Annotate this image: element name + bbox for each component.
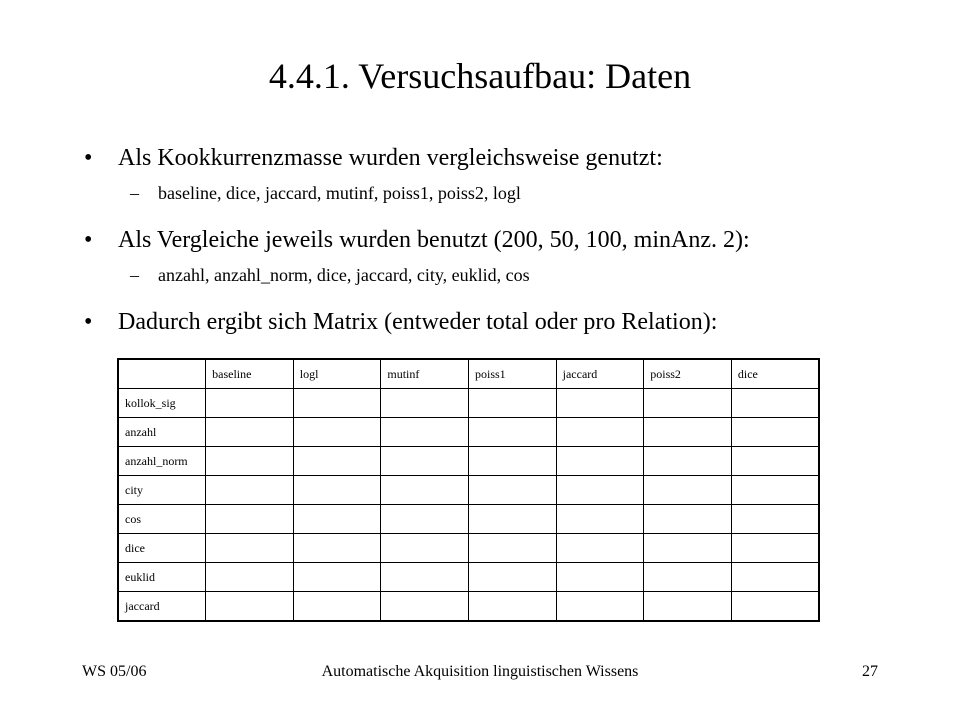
table-cell — [469, 447, 557, 476]
slide-title: 4.4.1. Versuchsaufbau: Daten — [268, 56, 692, 96]
table-cell — [644, 592, 732, 622]
table-cell — [469, 592, 557, 622]
table-cell — [381, 418, 469, 447]
table-row — [118, 418, 819, 447]
table-cell — [644, 563, 732, 592]
table-cell — [206, 418, 294, 447]
row-label: kollok_sig — [118, 389, 206, 418]
table-cell — [469, 389, 557, 418]
table-row — [118, 447, 819, 476]
table-cell — [469, 418, 557, 447]
bullet-icon: • — [84, 309, 93, 335]
row-label: city — [118, 476, 206, 505]
table-row — [118, 505, 819, 534]
table-header-cell: logl — [293, 359, 381, 389]
table-cell — [293, 505, 381, 534]
row-label: anzahl_norm — [118, 447, 206, 476]
table-cell — [644, 505, 732, 534]
table-header-row — [118, 359, 819, 389]
table-cell — [293, 534, 381, 563]
table-cell — [206, 563, 294, 592]
table-row — [118, 389, 819, 418]
table-cell — [206, 389, 294, 418]
footer-page-number: 27 — [862, 663, 878, 680]
table-cell — [293, 476, 381, 505]
table-cell — [731, 447, 819, 476]
table-header-cell: jaccard — [556, 359, 644, 389]
table-cell — [731, 592, 819, 622]
table-cell — [556, 592, 644, 622]
bullet-item — [82, 222, 942, 258]
bullet-list — [82, 140, 942, 340]
table-cell — [556, 534, 644, 563]
table-cell — [556, 505, 644, 534]
table-cell — [644, 476, 732, 505]
table-cell — [731, 505, 819, 534]
table-cell — [731, 418, 819, 447]
table-cell — [731, 534, 819, 563]
table-row — [118, 534, 819, 563]
table-cell — [381, 534, 469, 563]
table-header-cell: dice — [731, 359, 819, 389]
row-label: dice — [118, 534, 206, 563]
row-label: cos — [118, 505, 206, 534]
table-cell — [469, 534, 557, 563]
row-label: anzahl — [118, 418, 206, 447]
table-cell — [293, 592, 381, 622]
sub-bullet-item — [82, 262, 942, 288]
table-cell — [469, 476, 557, 505]
sub-bullet-text: anzahl, anzahl_norm, dice, jaccard, city, euklid, cos — [158, 265, 530, 285]
table-cell — [381, 447, 469, 476]
bullet-icon: • — [84, 227, 93, 253]
table-cell — [556, 563, 644, 592]
table-cell — [556, 418, 644, 447]
table-cell — [469, 563, 557, 592]
sub-bullet-text: baseline, dice, jaccard, mutinf, poiss1, poiss2, logl — [158, 183, 521, 203]
table-cell — [293, 563, 381, 592]
table-cell — [644, 447, 732, 476]
table-cell — [293, 447, 381, 476]
table-cell — [731, 476, 819, 505]
table-cell — [556, 447, 644, 476]
table-cell — [556, 476, 644, 505]
table-row — [118, 563, 819, 592]
table-header-cell: baseline — [206, 359, 294, 389]
bullet-text: Als Kookkurrenzmasse wurden vergleichsweise genutzt: — [118, 145, 663, 171]
row-label: euklid — [118, 563, 206, 592]
bullet-text: Dadurch ergibt sich Matrix (entweder total oder pro Relation): — [118, 309, 718, 335]
table-cell — [381, 592, 469, 622]
footer-semester: WS 05/06 — [82, 663, 147, 680]
table-row — [118, 592, 819, 622]
bullet-item — [82, 140, 942, 176]
footer-course-title: Automatische Akquisition linguistischen Wissens — [321, 663, 639, 680]
table-cell — [293, 418, 381, 447]
bullet-text: Als Vergleiche jeweils wurden benutzt (200, 50, 100, minAnz. 2): — [118, 227, 750, 253]
table-cell — [206, 447, 294, 476]
row-label: jaccard — [118, 592, 206, 622]
table-cell — [206, 505, 294, 534]
sub-bullet-item — [82, 180, 942, 206]
table-cell — [644, 534, 732, 563]
table-cell — [206, 592, 294, 622]
table-header-cell: poiss2 — [644, 359, 732, 389]
table-cell — [644, 389, 732, 418]
table-cell — [293, 389, 381, 418]
table-cell — [731, 389, 819, 418]
table-cell — [381, 389, 469, 418]
table-header-cell: poiss1 — [469, 359, 557, 389]
table-cell — [381, 505, 469, 534]
bullet-icon: • — [84, 145, 93, 171]
table-header-cell: mutinf — [381, 359, 469, 389]
table-cell — [206, 476, 294, 505]
table-cell — [556, 389, 644, 418]
table-cell — [731, 563, 819, 592]
matrix-table — [117, 358, 820, 622]
dash-icon: – — [130, 265, 139, 285]
table-cell — [206, 534, 294, 563]
table-cell — [644, 418, 732, 447]
table-row — [118, 476, 819, 505]
table-cell — [469, 505, 557, 534]
bullet-item — [82, 304, 942, 340]
table-cell — [381, 476, 469, 505]
table-cell — [381, 563, 469, 592]
dash-icon: – — [130, 183, 139, 203]
table-corner-cell — [118, 359, 206, 389]
